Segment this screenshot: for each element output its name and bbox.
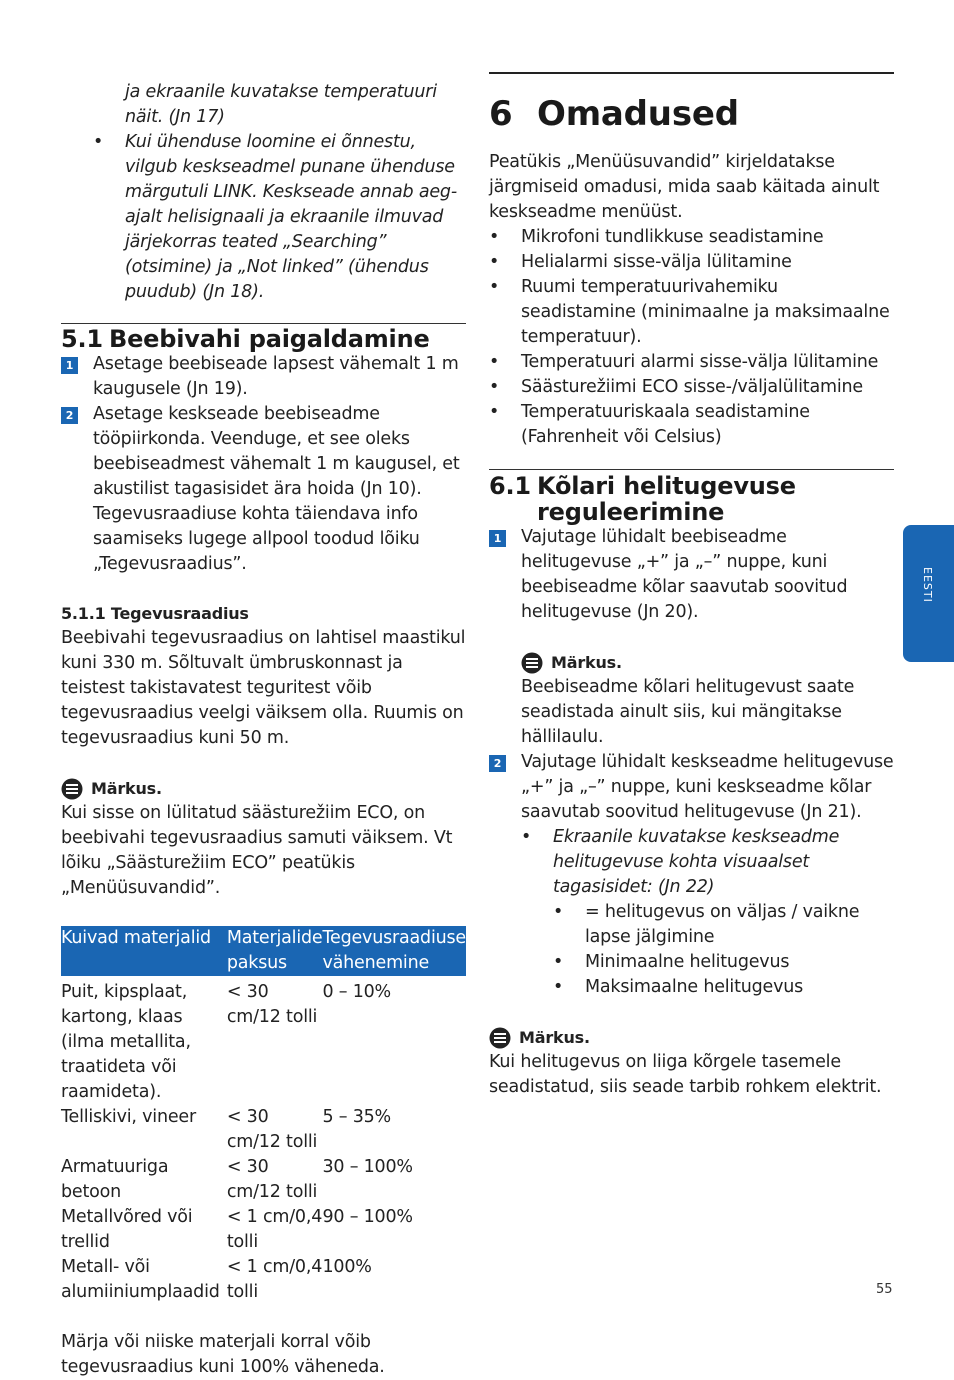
table-row [61, 1155, 466, 1205]
list-item: • Minimaalne helitugevus [553, 952, 790, 972]
table-header: Tegevusraadiuse vähenemine [322, 926, 466, 976]
intro-line: näit. (Jn 17) [125, 107, 225, 127]
table-row [61, 1205, 466, 1255]
table-cell: < 30 cm/12 tolli [226, 982, 318, 1027]
step-number: 2 [489, 755, 506, 772]
table-header: Materjalide paksus [227, 926, 323, 976]
step-2: 2 Asetage keskseade beebiseadme tööpiirkonda. Veenduge, et see oleks beebiseadmest vähemalt 1 m kaugusel, et akustilist tagasisidet ära hoida (Jn 10). Tegevusraadiuse kohta täiendava info saamiseks lugege allpool toodud lõiku „Tegevusraadius”. [61, 402, 466, 577]
material-table [61, 926, 466, 1305]
table-cell: 90 – 100% [322, 1207, 413, 1227]
bullet-dot: • [93, 132, 104, 152]
step-number: 1 [61, 357, 78, 374]
section-heading: 6.1 Kõlari helitugevuse reguleerimine [489, 472, 796, 526]
table-cell: 5 – 35% [322, 1107, 391, 1127]
list-item: • Temperatuuriskaala seadistamine (Fahrenheit või Celsius) [489, 402, 810, 447]
step-1: 1 Vajutage lühidalt beebiseadme helitugevuse „+” ja „–” nuppe, kuni beebiseadme kõlar saavutab soovitud helitugevuse (Jn 20). [489, 525, 894, 625]
list-item: • Maksimaalne helitugevus [553, 977, 804, 997]
step-number: 1 [489, 530, 506, 547]
note-text: Kui sisse on lülitatud säästurežiim ECO, on beebivahi tegevusraadius samuti väiksem. Vt lõiku „Säästurežiim ECO” peatükis „Menüüsuvandid”. [61, 803, 453, 898]
table-row [61, 1105, 466, 1155]
page-number: 55 [876, 1282, 893, 1297]
feedback-bullet: • Ekraanile kuvatakse keskseadme helitugevuse kohta visuaalset tagasisidet: (Jn 22) [521, 827, 840, 897]
table-cell: Armatuuriga betoon [61, 1157, 169, 1202]
footer-text: Märja või niiske materjali korral võib tegevusraadius kuni 100% väheneda. [61, 1332, 385, 1377]
subsection-heading: 5.1.1 Tegevusraadius [61, 604, 249, 623]
step-number: 2 [61, 407, 78, 424]
table-cell: Metall- või alumiiniumplaadid [61, 1257, 220, 1302]
note-icon [521, 652, 543, 674]
section-heading: 5.1 Beebivahi paigaldamine [61, 325, 430, 353]
note-text: Beebiseadme kõlari helitugevust saate seadistada ainult siis, kui mängitakse hällilaulu. [521, 677, 855, 747]
note-title: Märkus. [519, 1028, 590, 1047]
list-item: • Mikrofoni tundlikkuse seadistamine [489, 227, 824, 247]
list-item: • Temperatuuri alarmi sisse-välja lülitamine [489, 352, 879, 372]
chapter-rule [489, 72, 894, 74]
table-cell: Metallvõred või trellid [61, 1207, 193, 1252]
intro-line: ja ekraanile kuvatakse temperatuuri [125, 82, 437, 102]
table-row [61, 1255, 466, 1305]
intro-continuation [61, 80, 466, 130]
table-header: Kuivad materjalid [61, 926, 227, 976]
note-icon [489, 1027, 511, 1049]
subsection-text: Beebivahi tegevusraadius on lahtisel maastikul kuni 330 m. Sõltuvalt ümbruskonnast ja teistest takistavatest teguritest võib tegevusraadius veelgi väiksem olla. Ruumis on tegevusraadius kuni 50 m. [61, 628, 466, 748]
volume-levels [553, 900, 894, 1000]
note-box [489, 1025, 894, 1100]
table-cell: 100% [322, 1257, 372, 1277]
table-cell: 30 – 100% [322, 1157, 413, 1177]
table-cell: 0 – 10% [322, 982, 391, 1002]
step-2: 2 Vajutage lühidalt keskseadme helitugevuse „+” ja „–” nuppe, kuni keskseadme kõlar saavutab soovitud helitugevuse (Jn 21). [489, 750, 894, 825]
note-title: Märkus. [551, 653, 622, 672]
section-6-1 [489, 469, 894, 1100]
section-5-1 [61, 323, 466, 577]
note-icon [61, 778, 83, 800]
left-column [61, 80, 466, 1380]
step-1: 1 Asetage beebiseade lapsest vähemalt 1 m kaugusele (Jn 19). [61, 352, 466, 402]
note-text: Kui helitugevus on liiga kõrgele tasemele seadistatud, siis seade tarbib rohkem elektrit. [489, 1052, 882, 1097]
table-cell: < 1 cm/0,4 tolli [226, 1257, 323, 1302]
note-box [61, 776, 466, 901]
table-row [61, 976, 466, 1105]
list-item: • Säästurežiimi ECO sisse-/väljalülitamine [489, 377, 863, 397]
note-title: Märkus. [91, 779, 162, 798]
table-cell: Telliskivi, vineer [61, 1107, 196, 1127]
feature-list [489, 225, 894, 450]
table-header-row [61, 926, 466, 976]
list-item: • Ruumi temperatuurivahemiku seadistamine (minimaalne ja maksimaalne temperatuur). [489, 277, 890, 347]
table-cell: Puit, kipsplaat, kartong, klaas (ilma metallita, traatideta või raamideta). [61, 982, 191, 1102]
intro-bullet: • Kui ühenduse loomine ei õnnestu, vilgub keskseadmel punane ühenduse märgutuli LINK. Keskseade annab aeg-ajalt helisignaali ja ekraanile ilmuvad järjekorras teated „Searching” (otsimine) ja „Not linked” (ühendus puudub) (Jn 18). [93, 132, 457, 302]
chapter-title: 6 Omadused [489, 94, 739, 134]
language-side-tab [903, 525, 954, 662]
list-item: • = helitugevus on väljas / vaikne lapse jälgimine [553, 902, 860, 947]
list-item: • Helialarmi sisse-välja lülitamine [489, 252, 792, 272]
language-label: EESTI [921, 567, 934, 603]
table-cell: < 30 cm/12 tolli [226, 1157, 318, 1202]
table-cell: < 1 cm/0,4 tolli [226, 1207, 323, 1252]
chapter-intro: Peatükis „Menüüsuvandid” kirjeldatakse järgmiseid omadusi, mida saab käitada ainult keskseadme menüüst. [489, 152, 880, 222]
right-column [489, 72, 894, 1100]
table-cell: < 30 cm/12 tolli [226, 1107, 318, 1152]
note-box [489, 650, 894, 750]
